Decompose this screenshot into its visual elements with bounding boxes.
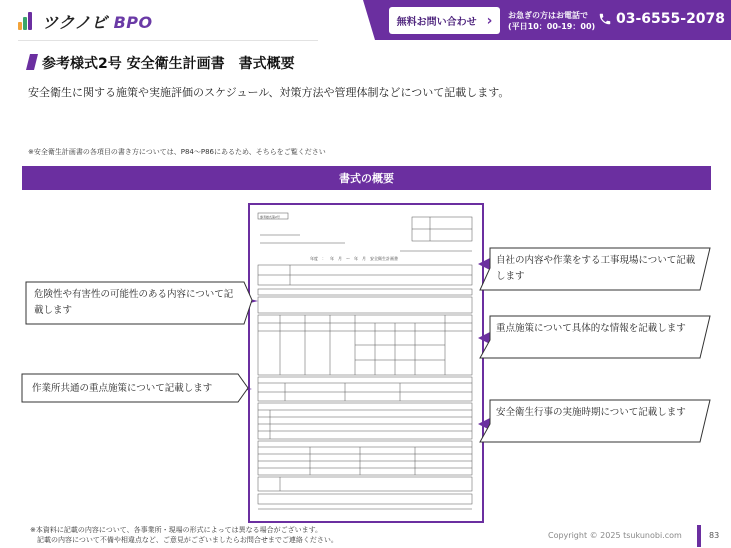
form-label: 参考様式第2号: [260, 215, 280, 219]
footer-note-line-1: ※本資料に記載の内容について、各事業所・現場の形式によっては異なる場合がございます。: [30, 526, 323, 534]
callout-left-common: 作業所共通の重点施策について記載します: [32, 383, 213, 394]
chevron-right-icon: ›: [486, 12, 493, 29]
callout-right-site: 自社の内容や作業をする工事現場について記載します: [496, 255, 696, 282]
copyright: Copyright © 2025 tsukunobi.com: [548, 531, 682, 540]
reference-note: ※安全衛生計画書の各項目の書き方については、P84～P86にあるため、そちらをご覧ください: [28, 148, 326, 156]
page-marker: [697, 525, 701, 547]
page-number: 83: [709, 531, 720, 540]
footer-note-line-2: 記載の内容について不備や相違点など、ご意見がございましたらお問合せまでご連絡ください。: [30, 536, 338, 544]
hours-line-2: (平日10：00-19：00): [508, 22, 596, 31]
section-heading-label: 書式の概要: [339, 172, 394, 185]
footer-note: [30, 525, 338, 545]
callout-right-measures: 重点施策について具体的な情報を記載します: [496, 323, 686, 334]
page-title: 参考様式2号 安全衛生計画書 書式概要: [42, 56, 295, 72]
callout-right-events: 安全衛生行事の実施時期について記載します: [496, 407, 686, 418]
phone-number: 03-6555-2078: [616, 11, 726, 27]
callout-left-hazards: 危険性や有害性の可能性のある内容について記載します: [34, 289, 234, 316]
logo-text: ツクノビ BPO: [42, 12, 153, 32]
hours-line-1: お急ぎの方はお電話で: [508, 11, 588, 20]
form-title: 年度 ： 年 月 ～ 年 月 安全衛生計画書: [310, 256, 398, 261]
lead-text: 安全衛生に関する施策や実施評価のスケジュール、対策方法や管理体制などについて記載します。: [28, 86, 510, 99]
contact-button-label: 無料お問い合わせ: [396, 17, 477, 28]
